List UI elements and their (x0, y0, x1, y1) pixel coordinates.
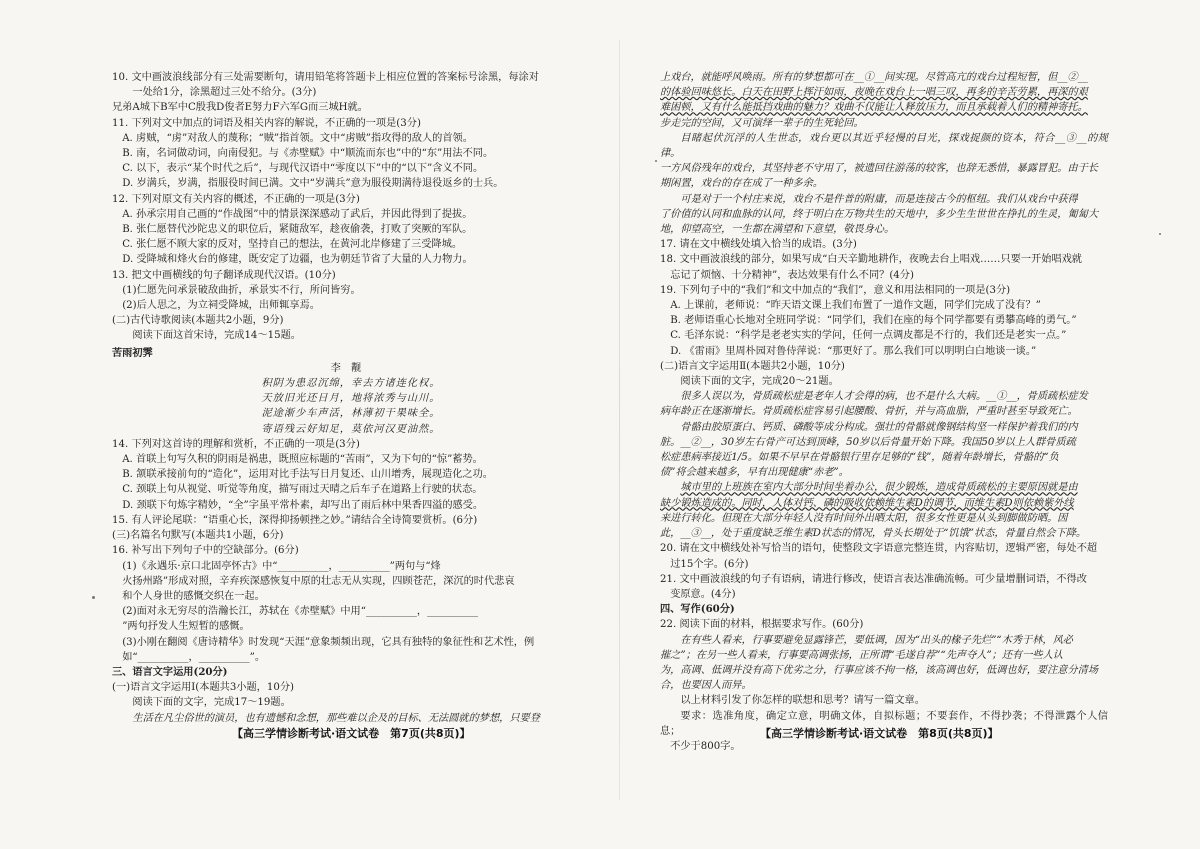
text-line: 在有些人看来，行事要避免显露锋芒，要低调，因为“出头的椽子先烂”“木秀于林，风必 (680, 634, 1073, 646)
text-line: 14. 下列对这首诗的理解和赏析，不正确的一项是(3分) (112, 438, 360, 450)
text-line: A. 首联上句写久积的阴雨是祸患，既照应标题的“苦雨”，又为下句的“惊”蓄势。 (122, 454, 483, 466)
text-line: 如“__________，__________”。 (122, 651, 266, 663)
text-line: 兄弟A城下B军中C殷我D俊者E努力F六军G而三城H就。 (112, 102, 368, 114)
text-line: 22. 阅读下面的材料，根据要求写作。(60分) (660, 619, 864, 631)
text-line: 摧之”；在另一些人看来，行事要高调张扬，正所谓“毛遂自荐”“先声夺人”；还有一些人认 (660, 649, 1063, 661)
text-line: B. 老师语重心长地对全班同学说：“同学们，我们在座的每个同学都要有勇攀高峰的勇气。” (670, 315, 1077, 327)
text-line: ”两句抒发人生短暂的感慨。 (122, 621, 250, 633)
text-line: (一)语言文字运用Ⅰ(本题共3小题，10分) (112, 682, 294, 694)
scan-speck (1159, 233, 1161, 235)
text-line: 缺少锻炼造成的。同时，人体对钙、磷的吸收依赖维生素D的调节，而维生素D则依赖紫外线 (660, 497, 1074, 509)
text-line: 火扬州路”形成对照，辛弃疾深感恢复中原的壮志无从实现，四顾苍茫，深沉的时代悲哀 (122, 575, 515, 587)
text-line: 忘记了烦恼、十分精神”，表达效果有什么不同？(4分) (670, 269, 914, 281)
text-line: 三、语言文字运用(20分) (112, 665, 228, 678)
text-line: 13. 把文中画横线的句子翻译成现代汉语。(10分) (112, 269, 336, 281)
text-line: 20. 请在文中横线处补写恰当的语句，使整段文字语意完整连贯，内容贴切，逻辑严密，每处不超 (660, 543, 1098, 555)
text-line: D. 《雷雨》里周朴园对鲁侍萍说：“那更好了。那么我们可以明明白白地谈一谈。” (670, 345, 1037, 357)
text-line: (2)面对永无穷尽的浩瀚长江，苏轼在《赤壁赋》中用“__________，__________ (122, 606, 479, 618)
text-line: (2)后人思之，为立祠受降城，出师辄享焉。 (122, 300, 320, 312)
text-line: D. 受降城和烽火台的修建，既安定了边疆，也为朝廷节省了大量的人力物力。 (122, 254, 473, 266)
page-footer-7: 【高三学情诊断考试·语文试卷 第7页(共8页)】 (232, 727, 471, 740)
text-line: A. 孙承宗用自己画的“作战图”中的情景深深感动了武后，并因此得到了提拔。 (122, 208, 473, 220)
text-line: 15. 有人评论尾联：“语重心长，深得抑扬顿挫之妙。”请结合全诗简要赏析。(6分) (112, 514, 478, 526)
text-line: 10. 文中画波浪线部分有三处需要断句，请用铅笔将答题卡上相应位置的答案标号涂黑，每涂对 (112, 72, 539, 83)
text-line: 来进行转化。但现在大部分年轻人没有时间外出晒太阳，很多女性更是从头到脚做防晒。因 (660, 512, 1068, 524)
text-line: 积阴为患忍沉绵，幸去方诸连化权。 (261, 378, 441, 390)
text-line: C. 张仁愿不顾大家的反对，坚持自己的想法，在黄河北岸修建了三受降城。 (122, 239, 463, 251)
text-line: 松症患病率接近1/5。如果不早早在骨骼银行里存足够的“钱”，随着年龄增长，骨骼的“负 (660, 452, 1059, 464)
text-line: 一方风俗残年的戏台，其坚持老不守用了，被遗回往游荡的较客，也辞无悉惜，暴露冒犯。由于长 (660, 163, 1099, 175)
text-line: 17. 请在文中横线处填入恰当的成语。(3分) (660, 239, 857, 251)
text-line: 11. 下列对文中加点的词语及相关内容的解说，不正确的一项是(3分) (112, 117, 421, 129)
text-line: 此，__③__，处于重度缺乏维生素D状态的情况，骨头长期处于“饥饿”状态，骨量自然会下降。 (660, 528, 1087, 540)
text-line: 的体验回味悠长。白天在田野上挥汗如雨，夜晚在戏台上一唱三叹，再多的辛苦劳累，再深的艰 (660, 87, 1088, 99)
page-fold-line (619, 40, 620, 800)
scan-speck (655, 160, 657, 162)
text-line: 上戏台，就能呼风唤雨。所有的梦想都可在__①__间实现。尽管高亢的戏台过程短暂，但__②__ (660, 72, 1088, 83)
text-line: 步走完的空间，又可演绎一辈子的生死轮回。 (660, 117, 864, 129)
text-line: 16. 补写出下列句子中的空缺部分。(6分) (112, 545, 299, 557)
text-line: 泥途渐少车声活，林薄初干果味全。 (261, 408, 441, 420)
exam-page-7 (112, 70, 590, 726)
text-line: A. 虏贼，“虏”对敌人的蔑称；“贼”指首领。文中“虏贼”指攻得的敌人的首领。 (122, 132, 473, 144)
text-line: 阅读下面的文字，完成17～19题。 (132, 697, 291, 709)
text-line: 不少于800字。 (670, 740, 741, 752)
text-line: 天放旧光还日月，地将浓秀与山川。 (261, 393, 441, 405)
text-line: 一处给1分，涂黑超过三处不给分。(3分) (132, 87, 317, 99)
text-line: 阅读下面的文字，完成20～21题。 (680, 376, 839, 388)
text-line: 四、写作(60分) (660, 603, 735, 616)
text-line: 地，仰望高空，一生都在满望和下意望，敬畏身心。 (660, 224, 895, 236)
page-footer-8: 【高三学情诊断考试·语文试卷 第8页(共8页)】 (760, 727, 999, 740)
text-line: (3)小刚在翻阅《唐诗精华》时发现“天涯”意象频频出现，它具有独特的象征性和艺术性，例 (122, 636, 535, 648)
text-line: 合，也要因人而异。 (660, 680, 752, 692)
text-line: B. 颔联承接前句的“造化”，运用对比手法写日月复还、山川增秀，展现造化之功。 (122, 469, 493, 481)
text-line: 可是对于一个村庄来说，戏台不是件普的附庸，而是连接古今的枢纽。我们从戏台中获得 (680, 193, 1078, 205)
text-line: 苦雨初霁 (112, 346, 153, 359)
text-line: 12. 下列对原文有关内容的概述，不正确的一项是(3分) (112, 193, 360, 205)
text-line: C. 颈联上句从视觉、听觉等角度，描写雨过天晴之后车子在道路上行驶的状态。 (122, 484, 483, 496)
text-line: 为，高调、低调并没有高下优劣之分，行事应该不拘一格，该高调也好，低调也好，要注意分清场 (660, 664, 1099, 676)
text-line: 以上材料引发了你怎样的联想和思考？请写一篇文章。 (680, 695, 925, 707)
text-line: (三)名篇名句默写(本题共1小题，6分) (112, 530, 284, 542)
text-line: D. 岁满兵，岁满，指服役时间已满。文中“岁满兵”意为服役期满待退役返乡的士兵。 (122, 178, 504, 190)
text-line: 18. 文中画波浪线的部分，如果写成“白天辛勤地耕作，夜晚去台上唱戏……只要一开始唱戏就 (660, 254, 1082, 266)
text-line: 了价值的认同和血脉的认同，终于明白在万物共生的天地中，多少生生世世在挣扎的生灵，匍匐大 (660, 208, 1099, 220)
text-line: 要求：选准角度，确定立意，明确文体，自拟标题；不要套作，不得抄袭；不得泄露个人信息； (660, 710, 1108, 737)
text-line: 难困顿，又有什么能抵挡戏曲的魅力？戏曲不仅能让人释放压力，而且承载着人们的精神寄托。 (660, 102, 1088, 114)
text-line: 李觏 (330, 362, 372, 374)
text-line: 目睹起伏沉浮的人生世态，戏台更以其近乎轻慢的目光，探戏捉颜的资本，符合__③__的规律。 (660, 132, 1108, 160)
text-line: 和个人身世的感慨交织在一起。 (122, 590, 265, 602)
text-line: 过15个字。(6分) (670, 558, 749, 570)
text-line: 债”将会越来越多，早有出现健康“赤老”。 (660, 467, 849, 479)
scan-speck (92, 596, 95, 599)
text-line: (1)《永遇乐·京口北固亭怀古》中“__________，__________”两句与“烽 (122, 560, 441, 572)
text-line: (二)古代诗歌阅读(本题共2小题，9分) (112, 315, 284, 327)
text-line: 期闲置，戏台的存在成了一种多余。 (660, 178, 823, 190)
text-line: 寄语残云好知足，莫依河汉更油然。 (261, 423, 441, 435)
text-line: 19. 下列句子中的“我们”和文中加点的“我们”，意义和用法相同的一项是(3分) (660, 284, 1011, 296)
text-line: A. 上课前，老师说：“昨天语文课上我们布置了一道作文题，同学们完成了没有？” (670, 300, 1041, 312)
text-line: C. 毛泽东说：“科学是老老实实的学问，任何一点调皮都是不行的，我们还是老实一点。” (670, 330, 1067, 342)
text-line: (1)仁愿先问承景破敌曲折，承景实不行，所问皆穷。 (122, 284, 361, 296)
text-line: D. 颈联下句炼字精妙，“全”字虽平常朴素，却写出了雨后林中果香四溢的感受。 (122, 499, 484, 511)
text-line: 阅读下面这首宋诗，完成14～15题。 (132, 330, 301, 342)
text-line: 很多人误以为，骨质疏松症是老年人才会得的病，也不是什么大病。__①__，骨质疏松症发 (680, 391, 1088, 403)
text-line: C. 以下，表示“某个时代之后”，与现代汉语中“零度以下”中的“以下”含义不同。 (122, 163, 484, 175)
text-line: 城市里的上班族在室内大部分时间坐着办公，很少锻炼，造成骨质疏松的主要原因就是由 (680, 482, 1078, 494)
text-line: 变原意。(4分) (670, 588, 736, 600)
text-line: 骨骼由胶原蛋白、钙质、磷酸等成分构成。强壮的骨骼就像钢结构坚一样保护着我们的内 (680, 421, 1078, 433)
text-line: 21. 文中画波浪线的句子有语病，请进行修改，使语言表达准确流畅。可少量增删词语，不得改 (660, 573, 1087, 585)
exam-page-8 (660, 70, 1108, 754)
text-line: B. 南，名词做动词，向南侵犯。与《赤壁赋》中“顺流而东也”中的“东”用法不同。 (122, 148, 494, 160)
text-line: 生活在凡尘俗世的演员，也有遗憾和念想，那些难以企及的目标、无法圆就的梦想，只要登 (132, 712, 540, 724)
text-line: (二)语言文字运用Ⅱ(本题共2小题，10分) (660, 360, 845, 372)
text-line: 脏。__②__，30岁左右骨产可达到顶峰，50岁以后骨量开始下降。我国50岁以上人群骨质疏 (660, 436, 1076, 448)
text-line: B. 张仁愿替代沙陀忠义的职位后，紧随敌军，趁夜偷袭，打败了突厥的军队。 (122, 224, 473, 236)
text-line: 病年龄正在逐渐增长。骨质疏松症容易引起腰酸、骨折，并与高血脂，严重时甚至导致死亡。 (660, 406, 1078, 418)
